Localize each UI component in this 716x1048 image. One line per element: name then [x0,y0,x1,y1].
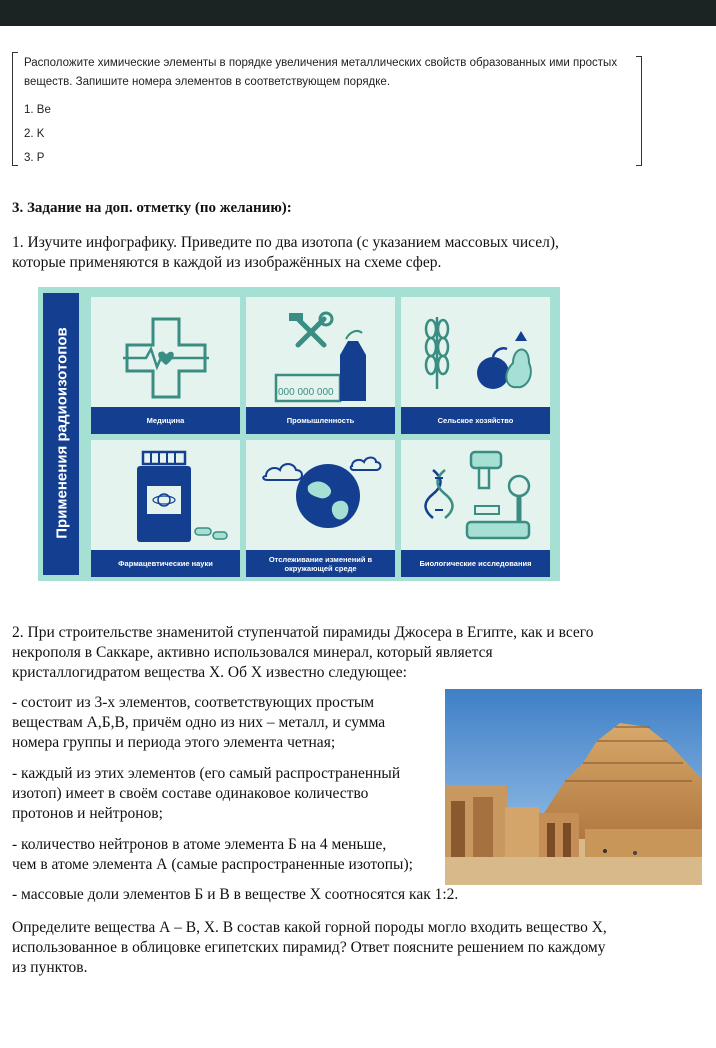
globe-clouds-icon [246,440,395,550]
closing-line2: использованное в облицовке египетских пирамид? Ответ поясните решением по каждому [12,939,606,956]
djoser-pyramid-photo [445,689,702,885]
item2-intro-line2: некрополя в Саккаре, активно использовался минерал, который является [12,644,493,661]
tile-label-biology: Биологические исследования [401,550,550,577]
item2-intro-line3: кристаллогидратом вещества Х. Об Х известно следующее: [12,664,407,681]
tile-biology [401,440,550,577]
task-question: Расположите химические элементы в порядке увеличения металлических свойств образованных ими простых веществ. Запишите номера элементов в соответствующем порядке. [24,57,618,88]
task-box [12,50,642,168]
tile-medicine [91,297,240,434]
microscope-dna-icon [401,440,550,550]
bullet4-line: - массовые доли элементов Б и В в веществе Х соотносятся как 1:2. [12,886,459,903]
top-bar [0,0,716,26]
bullet3-line1: - количество нейтронов в атоме элемента Б на 4 меньше, [12,836,387,853]
tile-pharmaceutical [91,440,240,577]
task-option-1: 1. Be [24,104,51,116]
section-title: 3. Задание на доп. отметку (по желанию): [12,200,292,216]
item1-line1: 1. Изучите инфографику. Приведите по два изотопа (с указанием массовых чисел), [12,234,559,251]
wheat-fruit-icon [401,297,550,407]
counter-text: 000 000 000 [278,387,334,398]
task-option-2: 2. K [24,128,45,140]
factory-tools-icon [246,297,395,407]
tile-label-industry: Промышленность [246,407,395,434]
bullet2-line3: протонов и нейтронов; [12,805,163,822]
medical-cross-icon [91,297,240,407]
bullet3-line2: чем в атоме элемента А (самые распространенные изотопы); [12,856,413,873]
bullet1-line1: - состоит из 3-х элементов, соответствующих простым [12,694,375,711]
item2-intro-line1: 2. При строительстве знаменитой ступенчатой пирамиды Джосера в Египте, как и всего [12,624,594,641]
radioisotope-infographic [38,287,560,581]
closing-line3: из пунктов. [12,959,88,976]
tile-industry [246,297,395,434]
item1-line2: которые применяются в каждой из изображённых на схеме сфер. [12,254,442,271]
bullet1-line2: веществам А,Б,В, причём одно из них – металл, и сумма [12,714,386,731]
tile-environment [246,440,395,577]
left-bracket [12,52,18,166]
bullet2-line1: - каждый из этих элементов (его самый распространенный [12,765,401,782]
bullet1-line3: номера группы и периода этого элемента четная; [12,734,336,751]
tile-label-pharmaceutical: Фармацевтические науки [91,550,240,577]
task-option-3: 3. P [24,152,45,164]
pill-bottle-icon [91,440,240,550]
infographic-vertical-title: Применения радиоизотопов [53,327,71,539]
closing-line1: Определите вещества А – В, Х. В состав какой горной породы могло входить вещество Х, [12,919,607,936]
bullet2-line2: изотоп) имеет в своём составе одинаковое количество [12,785,369,802]
right-bracket [636,56,642,166]
tile-label-agriculture: Сельское хозяйство [401,407,550,434]
tile-agriculture [401,297,550,434]
tile-label-medicine: Медицина [91,407,240,434]
tile-label-environment: Отслеживание изменений в окружающей среде [246,550,395,577]
